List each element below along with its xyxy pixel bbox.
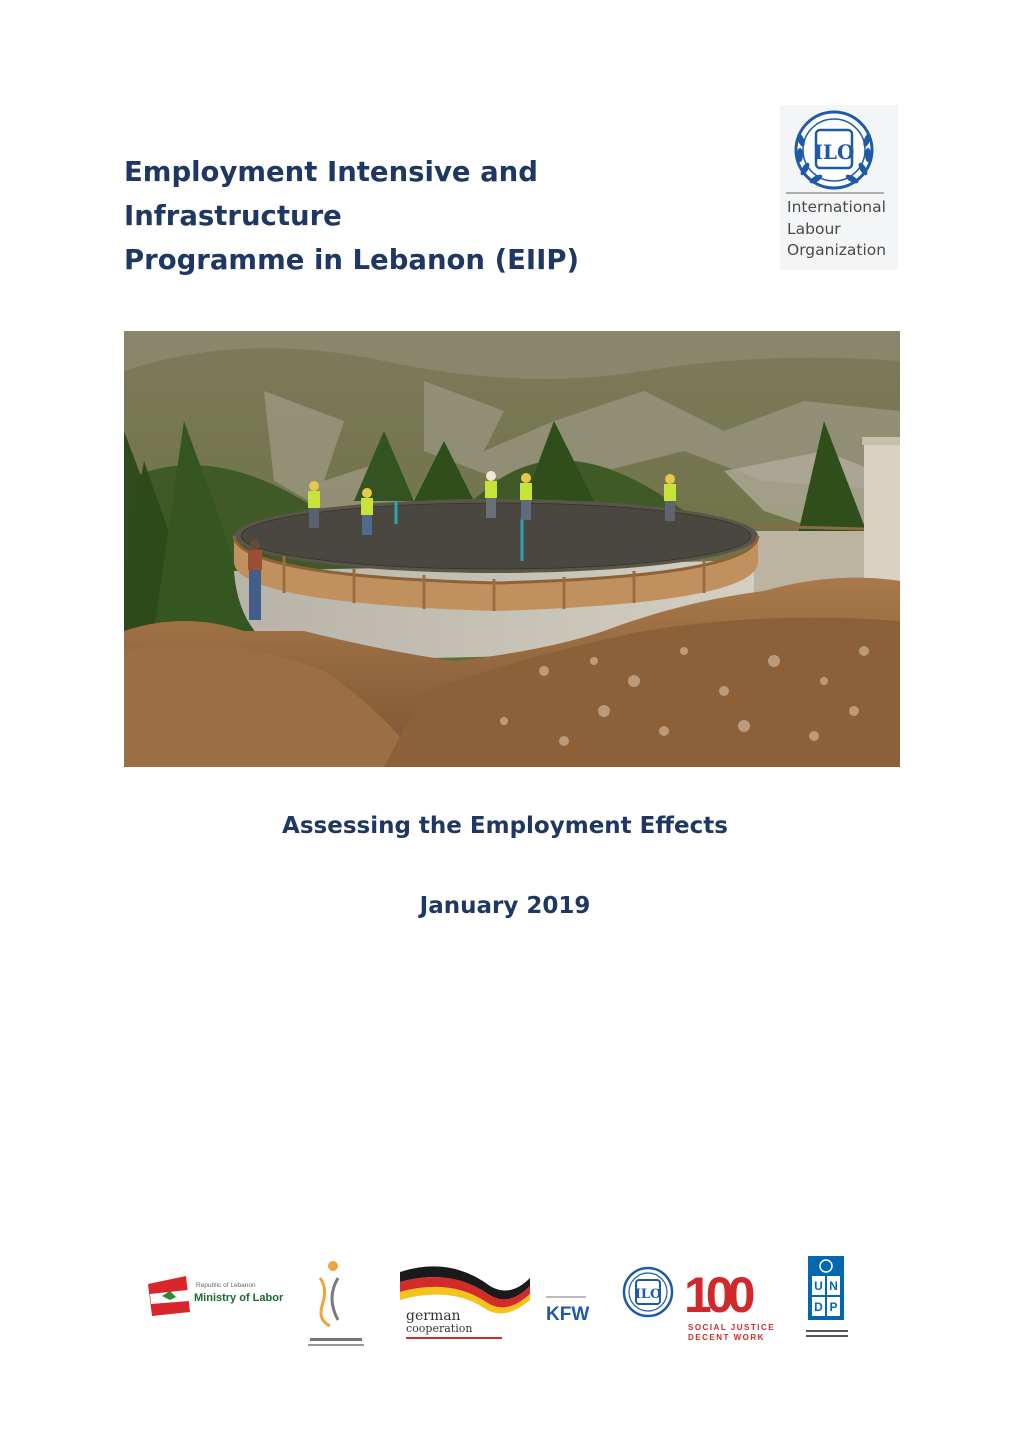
document-title [124,150,744,282]
ilo100-line-1: SOCIAL JUSTICE [688,1323,776,1332]
jc-logo-icon [308,1261,364,1346]
german-line-1: german [406,1308,461,1324]
undp-logo [806,1256,848,1337]
kfw-logo [546,1296,589,1325]
ilo-emblem-text: ILO [813,140,855,164]
title-line-2: Programme in Lebanon (EIIP) [124,244,580,276]
partner-logos [140,1250,870,1360]
undp-letter-d: D [814,1300,823,1314]
ministry-of-labor-logo [148,1276,284,1316]
ilo-name-line-1: International [787,198,886,216]
ilo100-number: 100 [684,1267,750,1323]
ilo-name [787,197,897,262]
ilo-100-logo [684,1267,775,1342]
ministry-main-text: Ministry of Labor [194,1292,284,1304]
ilo100-line-2: DECENT WORK [688,1333,765,1342]
title-line-1: Employment Intensive and Infrastructure [124,156,538,232]
ilo-name-line-2: Labour [787,219,841,238]
kfw-text: KFW [546,1304,590,1325]
undp-letter-n: N [829,1279,838,1293]
undp-letter-p: P [829,1300,838,1314]
ilo-name-line-3: Organization [787,241,887,259]
report-date: January 2019 [419,893,591,919]
german-cooperation-logo [400,1266,530,1339]
ministry-small-text: Republic of Lebanon [196,1282,256,1289]
german-line-2: cooperation [406,1322,473,1335]
cover-photo [124,331,900,767]
ilo-small-text: ILO [634,1287,662,1302]
undp-letter-u: U [814,1279,823,1293]
report-subtitle: Assessing the Employment Effects [282,813,728,839]
ilo-small-logo-icon [624,1268,672,1316]
